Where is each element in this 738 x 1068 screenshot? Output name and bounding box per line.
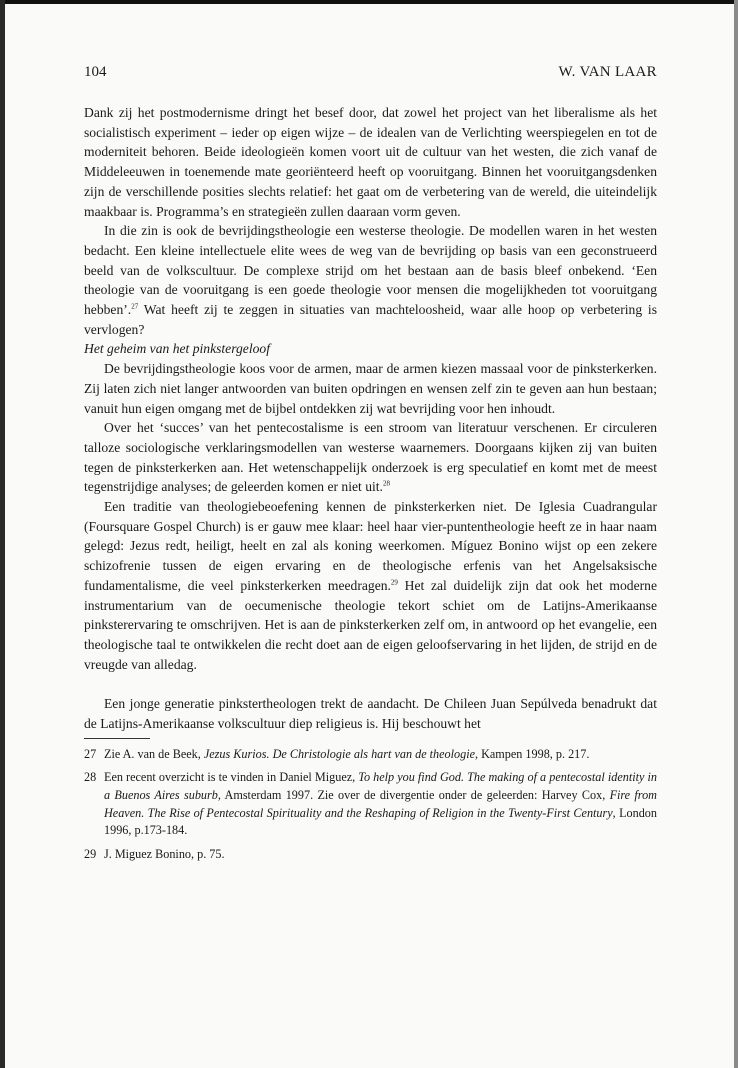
paragraph-gap [84, 674, 657, 694]
footnote-27 [84, 746, 657, 764]
page-edge-left [0, 0, 5, 1068]
footnote-rule [84, 738, 150, 739]
paragraph-4: Over het ‘succes’ van het pentecostalisme is een stroom van literatuur verschenen. Er circuleren talloze sociologische verklaringsmodellen van westerse waarnemers. Doorgaans kijken zij van buiten tegen de pinksterkerken aan. Het wetenschappelijk onderzoek is erg speculatief en komt met de meest tegenstrijdige analyses; de geleerden komen er niet uit.$^{28}$ [84, 420, 657, 495]
footnote-number: 27 [84, 746, 97, 761]
running-author: W. VAN LAAR [558, 64, 657, 80]
paragraph-2: In die zin is ook de bevrijdingstheologie een westerse theologie. De modellen waren in het westen bedacht. Een kleine intellectuele elite wees de weg van de bevrijding op basis van een geconstrueerd beeld van de volkscultuur. De complexe strijd om het bestaan aan de basis bleef onbekend. ‘Een theologie van de vooruitgang is een goede theologie voor mensen die mogelijkheden tot vooruitgang hebben’.$^{27}$ Wat heeft zij te zeggen in situaties van machteloosheid, waar alle hoop op verbetering is vervlogen? [84, 223, 657, 337]
page-edge-right [734, 0, 738, 1068]
footnotes [84, 746, 657, 864]
footnote-number: 28 [84, 770, 97, 785]
paragraph-1: Dank zij het postmodernisme dringt het besef door, dat zowel het project van het liberalisme als het socialistisch experiment – ieder op eigen wijze – de idealen van de Verlichting weerspiegelen en tot de moderniteit behoren. Beide ideologieën komen voort uit de cultuur van het westen, die zich vanaf de Middeleeuwen in toenemende mate georiënteerd heeft op vooruitgang. Binnen het vooruitgangsdenken zijn de verschillende posities slechts relatief: het gaat om de verbetering van de wereld, die uiteindelijk maakbaar is. Programma’s en strategieën zullen daaraan vorm geven. [84, 105, 657, 219]
page-edge-top [0, 0, 738, 4]
paragraph-5: Een traditie van theologiebeoefening kennen de pinksterkerken niet. De Iglesia Cuadrangular (Foursquare Gospel Church) is er gauw mee klaar: heel haar vier-puntentheologie heeft ze in haar naam gelegd: Jezus redt, heiligt, heelt en zal als koning weerkomen. Míguez Bonino wijst op een zekere schizofrenie tussen de eigen ervaring en de theologische erfenis van het Angelsaksische fundamentalisme, die veel pinksterkerken meedragen.$^{29}$ Het zal duidelijk zijn dat ook het moderne instrumentarium van de oecumenische theologie tekort schiet om de Latijns-Amerikaanse pinksterervaring te omschrijven. Het is aan de pinksterkerken zelf om, in antwoord op het evangelie, een theologische taal te ontwikkelen die recht doet aan de eigen geloofservaring in het lijden, de strijd en de vreugde van alledag. [84, 499, 657, 672]
page-number: 104 [84, 64, 107, 80]
footnote-ref-27[interactable]: 27 [131, 302, 139, 311]
footnote-ref-29[interactable]: 29 [390, 578, 398, 587]
footnote-text: J. Miguez Bonino, p. 75. [104, 846, 225, 861]
footnote-28 [84, 769, 657, 839]
footnote-text: Een recent overzicht is te vinden in Daniel Miguez, To help you find God. The making of a pentecostal identity in a Buenos Aires suburb, Amsterdam 1997. Zie over de divergentie onder de geleerden: Harvey Cox, Fire from Heaven. The Rise of Pentecostal Spirituality and the Reshaping of Religion in the Twenty-First Century, London 1996, p.173-184. [104, 770, 657, 838]
section-heading: Het geheim van het pinkstergeloof [84, 341, 270, 357]
paragraph-3: De bevrijdingstheologie koos voor de armen, maar de armen kiezen massaal voor de pinksterkerken. Zij laten zich niet langer antwoorden van buiten opdringen en wensen zelf zin te geven aan hun bestaan; vanuit hun eigen omgang met de bijbel ontdekken zij wat bevrijding voor hen inhoudt. [84, 361, 657, 416]
footnote-29 [84, 846, 657, 864]
paragraph-6: Een jonge generatie pinkstertheologen trekt de aandacht. De Chileen Juan Sepúlveda benadrukt dat de Latijns-Amerikaanse volkscultuur diep religieus is. Hij beschouwt het [84, 696, 657, 732]
body-text [84, 103, 657, 869]
running-header [84, 64, 657, 81]
footnote-ref-28[interactable]: 28 [382, 479, 390, 488]
footnote-number: 29 [84, 846, 97, 861]
footnote-text: Zie A. van de Beek, Jezus Kurios. De Christologie als hart van de theologie, Kampen 1998, p. 217. [104, 746, 590, 761]
